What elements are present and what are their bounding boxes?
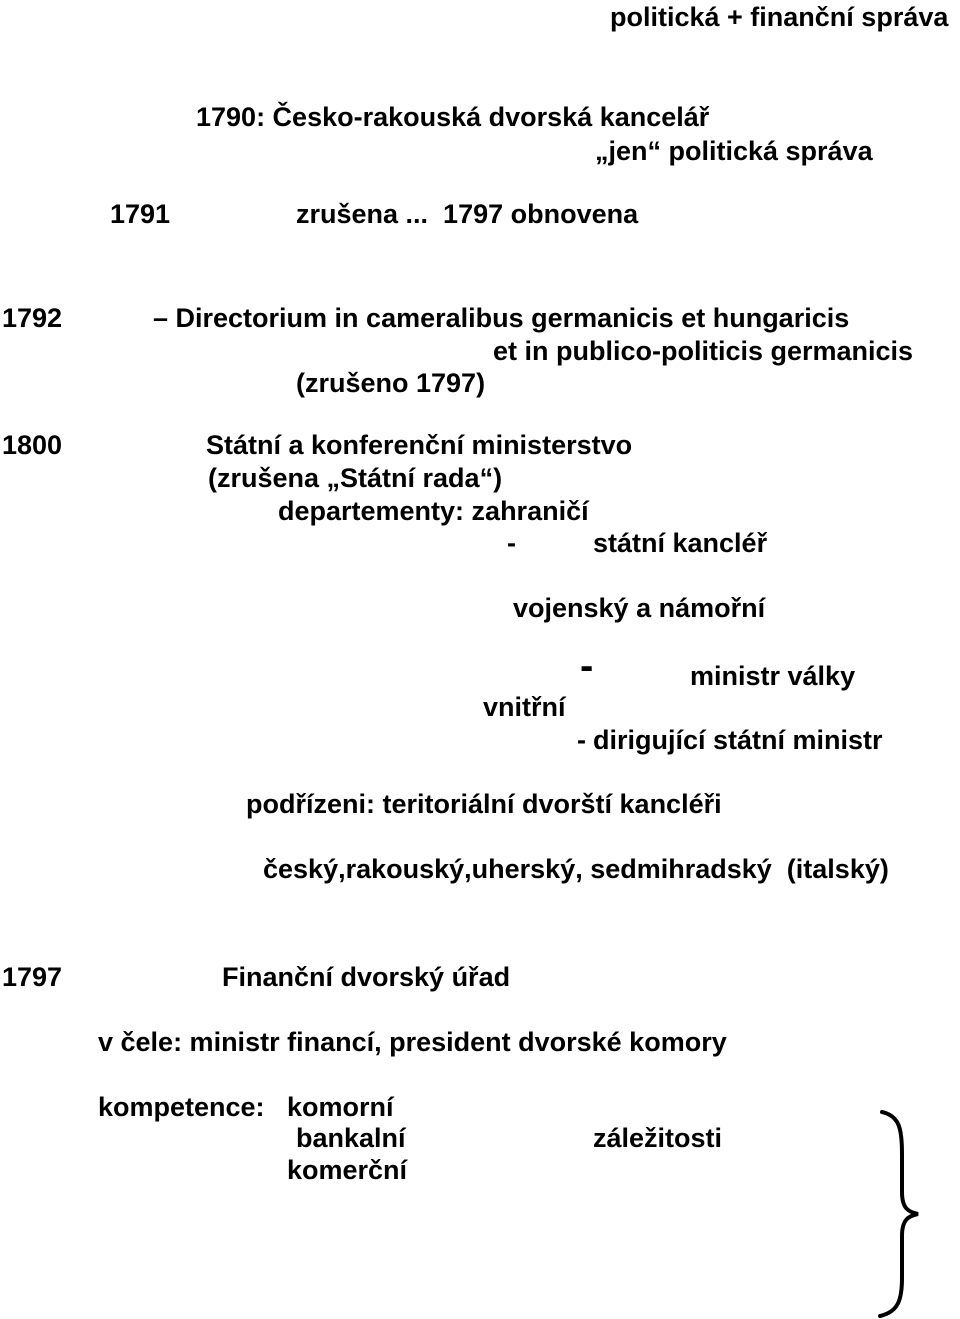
competence-matters: záležitosti [593, 1123, 723, 1153]
territorial-chancelleries-list: český,rakouský,uherský, sedmihradský (italský) [263, 854, 889, 884]
dash-2: - [580, 644, 594, 688]
dash-3: - [577, 725, 586, 755]
chancellery-1790: 1790: Česko-rakouská dvorská kancelář [196, 102, 710, 132]
year-1792: 1792 [2, 303, 63, 333]
directorium-line-2: et in publico-politicis germanicis [493, 336, 914, 366]
directorium-abolished: (zrušeno 1797) [296, 368, 486, 398]
competence-komercni: komerční [287, 1155, 408, 1185]
competence-komorni: komorní [287, 1092, 394, 1122]
directing-state-minister: dirigující státní ministr [593, 725, 883, 755]
state-chancellor: státní kancléř [593, 528, 768, 558]
competence-label: kompetence: [98, 1092, 265, 1122]
departments-foreign: departementy: zahraničí [278, 496, 589, 526]
dash-1: - [507, 528, 516, 558]
war-minister: ministr války [690, 661, 856, 691]
right-curly-brace [872, 1108, 932, 1318]
finance-office-title: Finanční dvorský úřad [222, 962, 511, 992]
finance-office-head: v čele: ministr financí, president dvorské komory [98, 1027, 727, 1057]
year-1791: 1791 [110, 199, 171, 229]
political-administration-only: „jen“ politická správa [595, 136, 873, 166]
page-header: politická + finanční správa [610, 2, 949, 32]
abolished-restored-note: zrušena ... 1797 obnovena [296, 199, 639, 229]
directorium-line-1: – Directorium in cameralibus germanicis et hungaricis [153, 303, 850, 333]
interior: vnitřní [483, 692, 566, 722]
competence-bankalni: bankalní [296, 1123, 406, 1153]
state-council-abolished: (zrušena „Státní rada“) [208, 463, 503, 493]
subordinate-chancellors: podřízeni: teritoriální dvorští kancléři [246, 789, 722, 819]
military-naval: vojenský a námořní [513, 593, 766, 623]
year-1797: 1797 [2, 962, 63, 992]
year-1800: 1800 [2, 430, 63, 460]
ministry-title: Státní a konferenční ministerstvo [206, 430, 633, 460]
